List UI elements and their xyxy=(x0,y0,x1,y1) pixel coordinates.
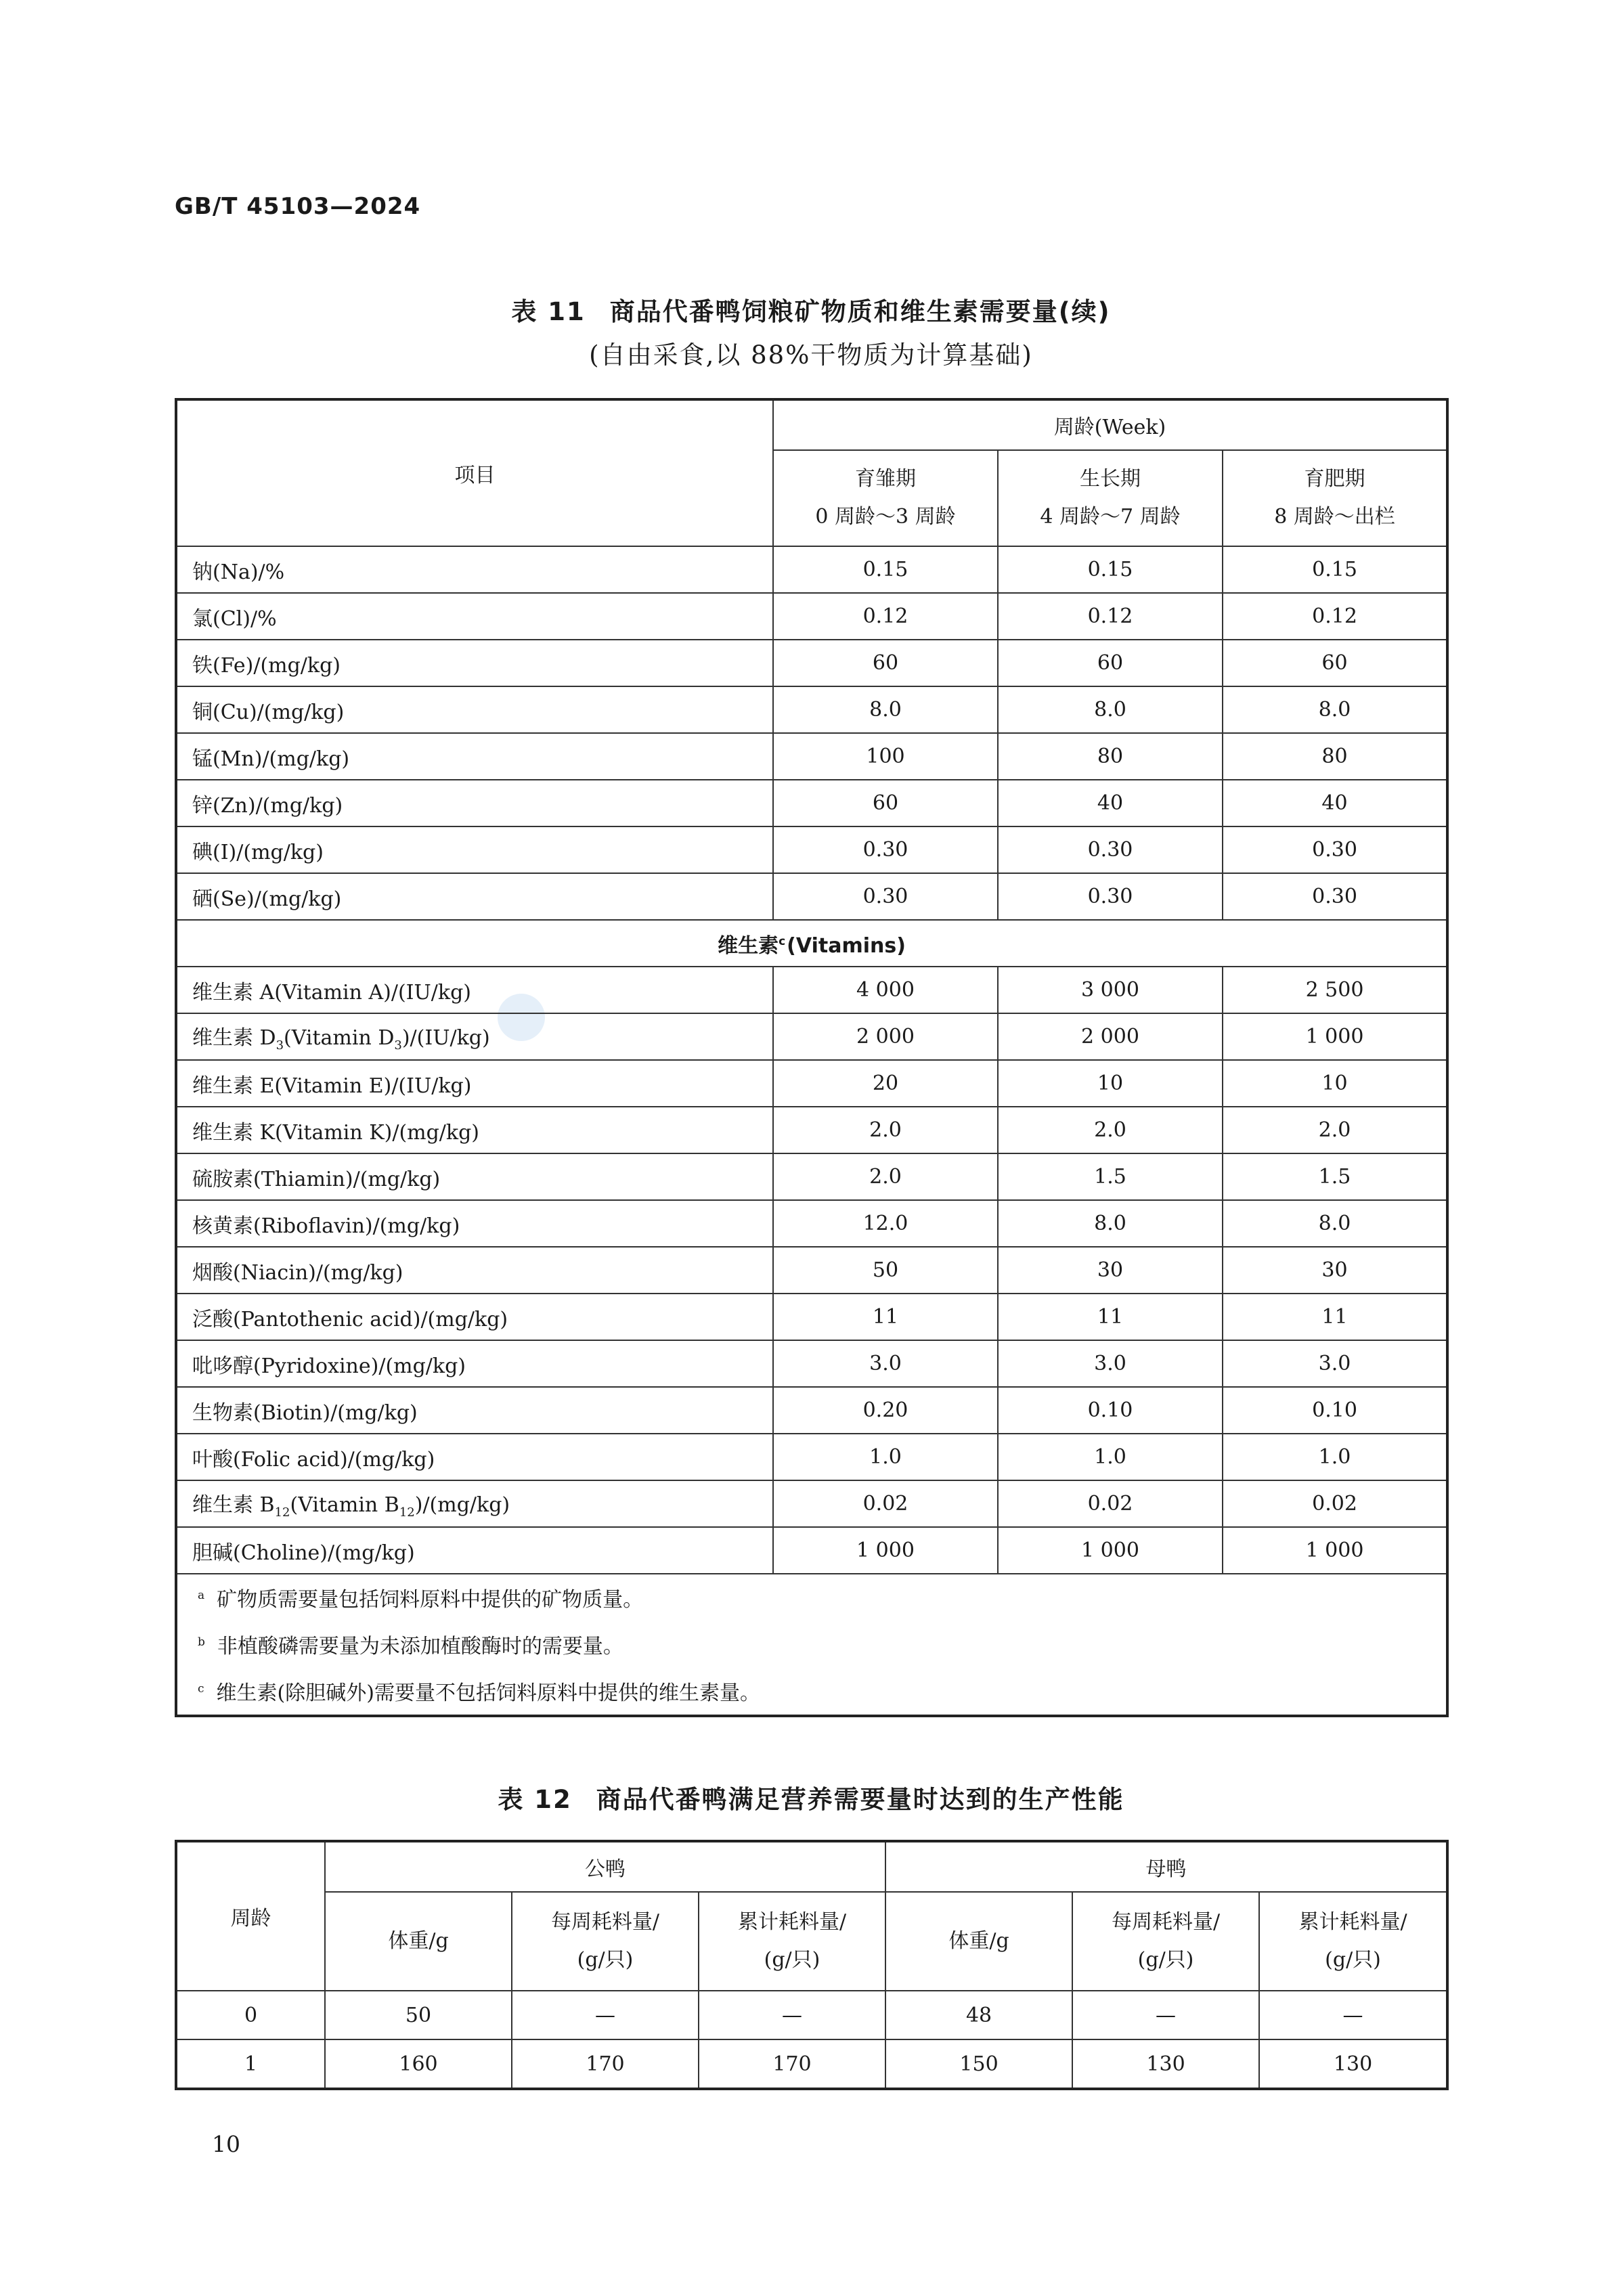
table12-caption-title: 商品代番鸭满足营养需要量时达到的生产性能 xyxy=(596,1785,1124,1814)
footnote xyxy=(198,1574,1446,1621)
label-text: (Vitamin B xyxy=(290,1493,399,1517)
footnote-text: 矿物质需要量包括饲料原料中提供的矿物质量。 xyxy=(217,1588,644,1612)
row-label xyxy=(176,1480,773,1527)
table-row xyxy=(176,1060,1447,1107)
row-label: 硒(Se)/(mg/kg) xyxy=(176,873,773,920)
value-cell: 1.5 xyxy=(1223,1153,1447,1200)
value-cell: 80 xyxy=(998,733,1223,780)
value-cell: 3 000 xyxy=(998,967,1223,1013)
table-row xyxy=(176,826,1447,873)
value-cell: 40 xyxy=(1223,780,1447,826)
vitamin-section-row xyxy=(176,920,1447,967)
sub-header-line1: 累计耗料量/ xyxy=(737,1910,847,1934)
sub-header-line2: (g/只) xyxy=(1325,1948,1381,1972)
week-cell: 1 xyxy=(176,2039,325,2089)
value-cell: 0.15 xyxy=(1223,546,1447,593)
row-label: 核黄素(Riboflavin)/(mg/kg) xyxy=(176,1200,773,1247)
row-label: 氯(Cl)/% xyxy=(176,593,773,640)
value-cell: 10 xyxy=(998,1060,1223,1107)
table12 xyxy=(175,1840,1449,2090)
row-label: 硫胺素(Thiamin)/(mg/kg) xyxy=(176,1153,773,1200)
stage-range: 4 周龄～7 周龄 xyxy=(1040,505,1181,529)
table11-subcaption: (自由采食,以 88%干物质为计算基础) xyxy=(589,340,1033,370)
value-cell: 170 xyxy=(512,2039,699,2089)
value-cell: 50 xyxy=(773,1247,998,1294)
table-row xyxy=(176,1387,1447,1434)
footnote-text: 维生素(除胆碱外)需要量不包括饲料原料中提供的维生素量。 xyxy=(216,1681,760,1705)
value-cell: 8.0 xyxy=(1223,1200,1447,1247)
value-cell: 10 xyxy=(1223,1060,1447,1107)
value-cell: 4 000 xyxy=(773,967,998,1013)
value-cell: 50 xyxy=(325,1991,512,2039)
table-row xyxy=(176,1294,1447,1340)
table11-header-row xyxy=(176,399,1447,450)
value-cell: 130 xyxy=(1259,2039,1447,2089)
vitamin-section-header xyxy=(176,920,1447,967)
row-label: 维生素 A(Vitamin A)/(IU/kg) xyxy=(176,967,773,1013)
value-cell: 0.30 xyxy=(773,873,998,920)
value-cell: 2 500 xyxy=(1223,967,1447,1013)
stage-header xyxy=(773,450,998,546)
footnotes xyxy=(176,1574,1447,1716)
label-text: (Vitamin D xyxy=(284,1026,395,1050)
row-label: 钠(Na)/% xyxy=(176,546,773,593)
value-cell: 0.30 xyxy=(773,826,998,873)
table-row xyxy=(176,1013,1447,1060)
value-cell: 11 xyxy=(998,1294,1223,1340)
value-cell: 160 xyxy=(325,2039,512,2089)
value-cell: 12.0 xyxy=(773,1200,998,1247)
standard-code: GB/T 45103—2024 xyxy=(175,193,421,220)
stage-name: 生长期 xyxy=(1080,467,1141,491)
stage-name: 育肥期 xyxy=(1304,467,1365,491)
value-cell: 0.12 xyxy=(1223,593,1447,640)
sub-header-line1: 每周耗料量/ xyxy=(550,1910,660,1934)
sub-header xyxy=(1259,1892,1447,1991)
value-cell: 0.02 xyxy=(773,1480,998,1527)
table-row xyxy=(176,1480,1447,1527)
row-label: 吡哆醇(Pyridoxine)/(mg/kg) xyxy=(176,1340,773,1387)
value-cell: 0.12 xyxy=(998,593,1223,640)
value-cell: 0.10 xyxy=(998,1387,1223,1434)
table-row xyxy=(176,1340,1447,1387)
table11-caption xyxy=(0,291,1622,328)
table-row xyxy=(176,780,1447,826)
value-cell: 0.10 xyxy=(1223,1387,1447,1434)
row-label: 维生素 K(Vitamin K)/(mg/kg) xyxy=(176,1107,773,1153)
value-cell: 150 xyxy=(885,2039,1072,2089)
value-cell: 0.12 xyxy=(773,593,998,640)
value-cell: 60 xyxy=(773,640,998,686)
label-subscript: 12 xyxy=(274,1505,290,1520)
footnote-mark: b xyxy=(198,1635,205,1649)
value-cell: 8.0 xyxy=(773,686,998,733)
footnote-mark: c xyxy=(198,1682,204,1696)
sub-header xyxy=(885,1892,1072,1991)
stage-header xyxy=(1223,450,1447,546)
value-cell: 1.0 xyxy=(773,1434,998,1480)
row-label: 维生素 E(Vitamin E)/(IU/kg) xyxy=(176,1060,773,1107)
sub-header-line1: 每周耗料量/ xyxy=(1111,1910,1221,1934)
value-cell: 2.0 xyxy=(998,1107,1223,1153)
value-cell: 80 xyxy=(1223,733,1447,780)
footnote xyxy=(198,1668,1446,1715)
table-row xyxy=(176,546,1447,593)
sub-header xyxy=(512,1892,699,1991)
stage-header xyxy=(998,450,1223,546)
table-row xyxy=(176,1991,1447,2039)
value-cell: 0.30 xyxy=(1223,873,1447,920)
section-label-en: (Vitamins) xyxy=(787,933,906,958)
value-cell: 1.0 xyxy=(998,1434,1223,1480)
table12-subheader-row xyxy=(176,1892,1447,1991)
stage-name: 育雏期 xyxy=(855,467,916,491)
week-age-header: 周龄 xyxy=(176,1841,325,1991)
sub-header xyxy=(699,1892,885,1991)
group-header-male: 公鸭 xyxy=(325,1841,885,1892)
value-cell: 8.0 xyxy=(998,1200,1223,1247)
value-cell: 3.0 xyxy=(1223,1340,1447,1387)
value-cell: 0.15 xyxy=(998,546,1223,593)
table-row xyxy=(176,1434,1447,1480)
stage-range: 0 周龄～3 周龄 xyxy=(815,505,956,529)
page-number: 10 xyxy=(212,2131,240,2157)
row-label: 锰(Mn)/(mg/kg) xyxy=(176,733,773,780)
label-text: )/(IU/kg) xyxy=(401,1026,490,1050)
value-cell: 0.30 xyxy=(998,826,1223,873)
table-row xyxy=(176,1200,1447,1247)
sub-header-line2: (g/只) xyxy=(1137,1948,1194,1972)
table-row xyxy=(176,967,1447,1013)
value-cell: 30 xyxy=(1223,1247,1447,1294)
table11-caption-title: 商品代番鸭饲粮矿物质和维生素需要量(续) xyxy=(609,297,1111,326)
row-label: 胆碱(Choline)/(mg/kg) xyxy=(176,1527,773,1574)
label-text: 维生素 D xyxy=(192,1026,276,1050)
sub-header-line1: 体重/g xyxy=(948,1929,1009,1953)
value-cell: 60 xyxy=(998,640,1223,686)
table11-caption-number: 表 11 xyxy=(511,297,586,326)
footnote-mark: c xyxy=(779,934,786,948)
value-cell: 2.0 xyxy=(773,1107,998,1153)
label-subscript: 12 xyxy=(399,1505,415,1520)
value-cell: 40 xyxy=(998,780,1223,826)
value-cell: 48 xyxy=(885,1991,1072,2039)
row-label: 烟酸(Niacin)/(mg/kg) xyxy=(176,1247,773,1294)
item-header: 项目 xyxy=(176,399,773,546)
table-row xyxy=(176,1107,1447,1153)
row-label: 泛酸(Pantothenic acid)/(mg/kg) xyxy=(176,1294,773,1340)
table-row xyxy=(176,873,1447,920)
value-cell: 30 xyxy=(998,1247,1223,1294)
value-cell: 1 000 xyxy=(998,1527,1223,1574)
table-row xyxy=(176,686,1447,733)
sub-header-line1: 体重/g xyxy=(388,1929,449,1953)
value-cell: — xyxy=(512,1991,699,2039)
value-cell: 130 xyxy=(1072,2039,1259,2089)
value-cell: 0.20 xyxy=(773,1387,998,1434)
value-cell: 2 000 xyxy=(773,1013,998,1060)
table-row xyxy=(176,593,1447,640)
sub-header xyxy=(1072,1892,1259,1991)
stage-range: 8 周龄～出栏 xyxy=(1274,505,1395,529)
value-cell: — xyxy=(699,1991,885,2039)
value-cell: 8.0 xyxy=(998,686,1223,733)
value-cell: 60 xyxy=(1223,640,1447,686)
value-cell: 1 000 xyxy=(1223,1013,1447,1060)
label-subscript: 3 xyxy=(394,1038,402,1053)
table-row xyxy=(176,733,1447,780)
value-cell: 60 xyxy=(773,780,998,826)
value-cell: 3.0 xyxy=(998,1340,1223,1387)
table12-caption-number: 表 12 xyxy=(498,1785,572,1814)
value-cell: 8.0 xyxy=(1223,686,1447,733)
row-label xyxy=(176,1013,773,1060)
value-cell: 100 xyxy=(773,733,998,780)
value-cell: 11 xyxy=(773,1294,998,1340)
value-cell: 2.0 xyxy=(773,1153,998,1200)
value-cell: 0.02 xyxy=(998,1480,1223,1527)
sub-header-line2: (g/只) xyxy=(577,1948,634,1972)
row-label: 铁(Fe)/(mg/kg) xyxy=(176,640,773,686)
value-cell: 1.0 xyxy=(1223,1434,1447,1480)
label-text: )/(mg/kg) xyxy=(414,1493,510,1517)
label-text: 维生素 B xyxy=(192,1493,275,1517)
table12-caption xyxy=(0,1779,1622,1815)
table-row xyxy=(176,640,1447,686)
row-label: 生物素(Biotin)/(mg/kg) xyxy=(176,1387,773,1434)
footnotes-row xyxy=(176,1574,1447,1716)
value-cell: 0.30 xyxy=(998,873,1223,920)
value-cell: 0.15 xyxy=(773,546,998,593)
row-label: 碘(I)/(mg/kg) xyxy=(176,826,773,873)
row-label: 铜(Cu)/(mg/kg) xyxy=(176,686,773,733)
label-subscript: 3 xyxy=(276,1038,284,1053)
row-label: 锌(Zn)/(mg/kg) xyxy=(176,780,773,826)
value-cell: 2.0 xyxy=(1223,1107,1447,1153)
table-row xyxy=(176,1527,1447,1574)
sub-header xyxy=(325,1892,512,1991)
value-cell: 170 xyxy=(699,2039,885,2089)
value-cell: 1 000 xyxy=(1223,1527,1447,1574)
value-cell: 20 xyxy=(773,1060,998,1107)
value-cell: 0.02 xyxy=(1223,1480,1447,1527)
sub-header-line2: (g/只) xyxy=(764,1948,820,1972)
table12-group-row xyxy=(176,1841,1447,1892)
table-row xyxy=(176,2039,1447,2089)
group-header-female: 母鸭 xyxy=(885,1841,1447,1892)
row-label: 叶酸(Folic acid)/(mg/kg) xyxy=(176,1434,773,1480)
table-row xyxy=(176,1153,1447,1200)
value-cell: 1 000 xyxy=(773,1527,998,1574)
footnote-text: 非植酸磷需要量为未添加植酸酶时的需要量。 xyxy=(217,1635,623,1658)
value-cell: — xyxy=(1259,1991,1447,2039)
footnote-mark: a xyxy=(198,1589,205,1602)
value-cell: 3.0 xyxy=(773,1340,998,1387)
table11 xyxy=(175,398,1449,1717)
section-label: 维生素 xyxy=(718,933,779,958)
value-cell: 2 000 xyxy=(998,1013,1223,1060)
table-row xyxy=(176,1247,1447,1294)
value-cell: 0.30 xyxy=(1223,826,1447,873)
week-cell: 0 xyxy=(176,1991,325,2039)
value-cell: 1.5 xyxy=(998,1153,1223,1200)
week-header: 周龄(Week) xyxy=(773,399,1447,450)
footnote xyxy=(198,1621,1446,1668)
value-cell: 11 xyxy=(1223,1294,1447,1340)
value-cell: — xyxy=(1072,1991,1259,2039)
sub-header-line1: 累计耗料量/ xyxy=(1298,1910,1407,1934)
